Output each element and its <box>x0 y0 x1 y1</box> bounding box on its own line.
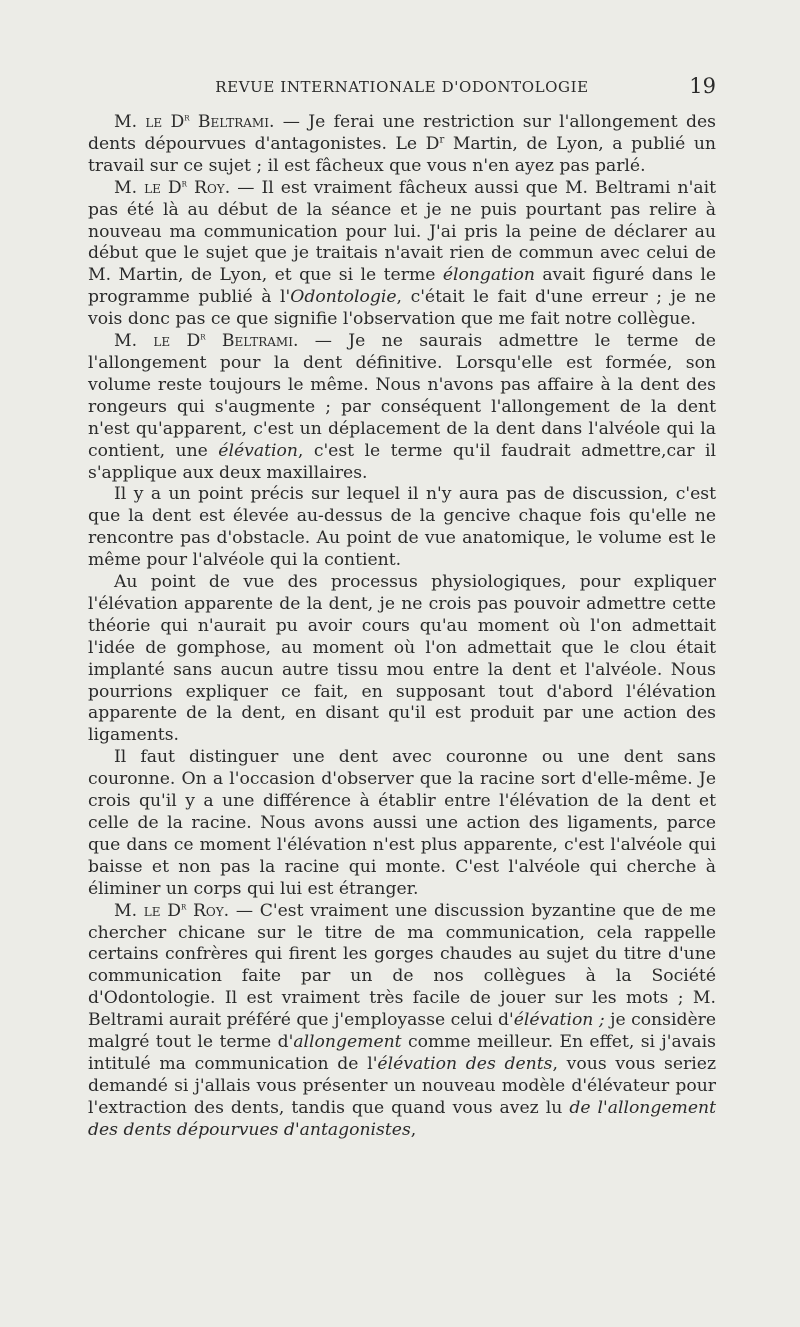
paragraph-point-precis: Il y a un point précis sur lequel il n'y aura pas de discussion, c'est que la dent est élevée au-dessus de la gencive chaque fois qu'elle ne rencontre pas d'obstacle. Au point de vue anatomique, le volume est le même pour l'alvéole qui la contient. <box>88 484 716 571</box>
body-text <box>88 112 716 1142</box>
speaker-beltrami: M. le $D^r$ Beltrami <box>114 330 293 352</box>
page-number: 19 <box>689 74 716 98</box>
paragraph-distinguer: Il faut distinguer une dent avec couronne ou une dent sans couronne. On a l'occasion d'observer que la racine sort d'elle-même. Je crois qu'il y a une différence à établir entre l'élévation de la dent et celle de la racine. Nous avons aussi une action des ligaments, parce que dans ce moment l'élévation n'est plus apparente, c'est l'alvéole qui baisse et non pas la racine qui monte. C'est l'alvéole qui cherche à éliminer un corps qui lui est étranger. <box>88 747 716 899</box>
paragraph-beltrami-2: M. le $D^r$ Beltrami. — Je ne saurais admettre le terme de l'allongement pour la dent définitive. Lorsqu'elle est formée, son volume reste toujours le même. Nous n'avons pas affaire à la dent des rongeurs qui s'augmente ; par conséquent l'allongement de la dent n'est qu'apparent, c'est un déplacement de la dent dans l'alvéole qui la contient, une élévation, c'est le terme qu'il faudrait admettre,car il s'applique aux deux maxillaires. <box>88 330 717 483</box>
paragraph-roy-2: M. le $D^r$ Roy. — C'est vraiment une discussion byzantine que de me chercher chicane sur le titre de ma communication, cela rappelle certains confrères qui firent les gorges chaudes au sujet du titre d'une communication faite par un de nos collègues à la Société d'Odontologie. Il est vraiment très facile de jouer sur les mots ; M. Beltrami aurait préféré que j'employasse celui d'élévation ; je considère malgré tout le terme d'allongement comme meilleur. En effet, si j'avais intitulé ma communication de l'élévation des dents, vous vous seriez demandé si j'allais vous présenter un nouveau modèle d'élévateur pour l'extraction des dents, tandis que quand vous avez lu de l'allongement des dents dépourvues d'antagonistes, <box>88 899 717 1140</box>
running-title: REVUE INTERNATIONALE D'ODONTOLOGIE <box>215 78 589 96</box>
page-header <box>88 74 716 102</box>
speaker-roy: M. le $D^r$ Roy <box>114 899 224 921</box>
speaker-roy: M. le $D^r$ Roy <box>114 176 225 198</box>
speaker-beltrami: M. le $D^r$ Beltrami <box>114 111 269 132</box>
paragraph-beltrami-1: M. le $D^r$ Beltrami. — Je ferai une restriction sur l'allongement des dents dépourvues d'antagonistes. Le $D^r$ Martin, de Lyon, a publié un travail sur ce sujet ; il est fâcheux que vous n'en ayez pas parlé. <box>88 111 716 176</box>
paragraph-roy-1: M. le $D^r$ Roy. — Il est vraiment fâcheux aussi que M. Beltrami n'ait pas été là au début de la séance et je ne puis pourtant pas relire à nouveau ma communication pour lui. J'ai pris la peine de déclarer au début que le sujet que je traitais n'avait rien de commun avec celui de M. Martin, de Lyon, et que si le terme élongation avait figuré dans le programme publié à l'Odontologie, c'était le fait d'une erreur ; je ne vois donc pas ce que signifie l'observation que me fait notre collègue. <box>88 176 716 330</box>
paragraph-processus: Au point de vue des processus physiologiques, pour expliquer l'élévation apparente de la dent, je ne crois pas pouvoir admettre cette théorie qui n'aurait pu avoir cours qu'au moment où l'on admettait l'idée de gomphose, au moment où l'on admettait que le clou était implanté sans aucun autre tissu mou entre la dent et l'alvéole. Nous pourrions expliquer ce fait, en supposant tout d'abord l'élévation apparente de la dent, en disant qu'il est produit par une action des ligaments. <box>88 572 716 746</box>
